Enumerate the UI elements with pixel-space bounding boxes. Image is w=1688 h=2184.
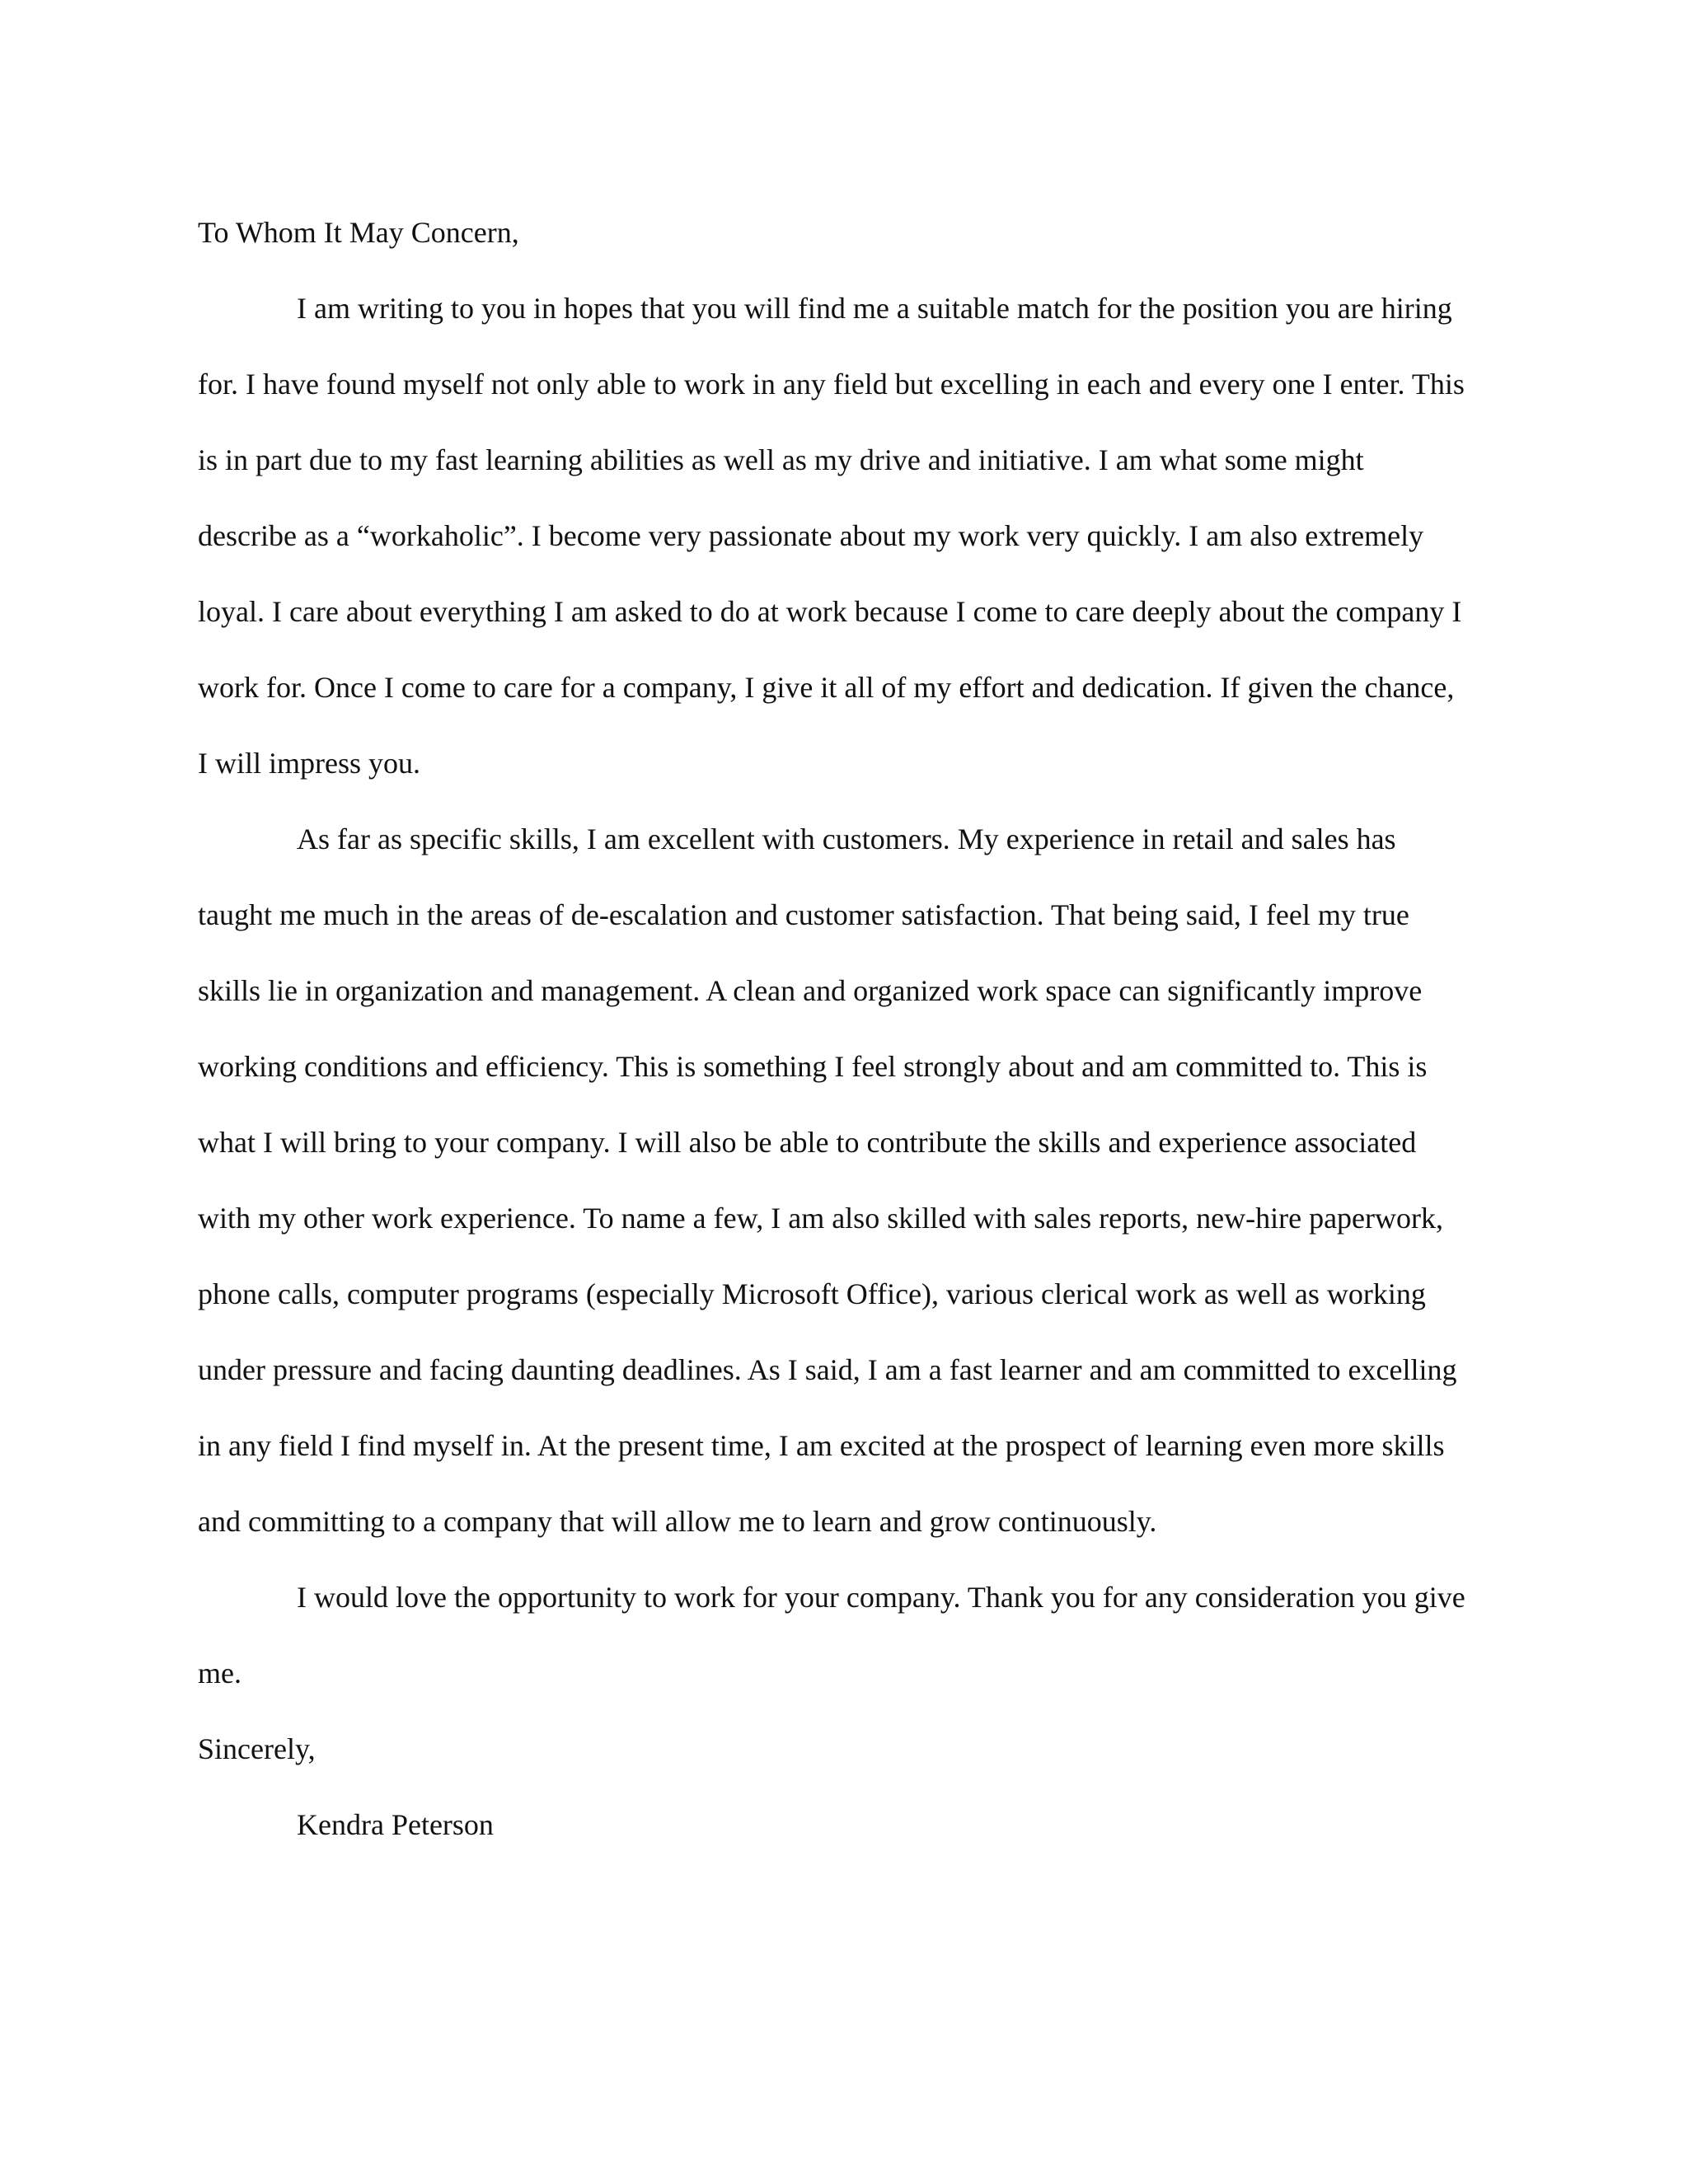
cover-letter	[198, 194, 1467, 1863]
salutation: To Whom It May Concern,	[198, 216, 519, 249]
paragraph-intro: I am writing to you in hopes that you will find me a suitable match for the position you are hiring for. I have found myself not only able to work in any field but excelling in each and every one I enter. This is in part due to my fast learning abilities as well as my drive and initiative. I am what some might describe as a “workaholic”. I become very passionate about my work very quickly. I am also extremely loyal. I care about everything I am asked to do at work because I come to care deeply about the company I work for. Once I come to care for a company, I give it all of my effort and dedication. If given the chance, I will impress you.	[198, 292, 1465, 780]
signature-name: Kendra Peterson	[297, 1808, 494, 1841]
paragraph-skills: As far as specific skills, I am excellent with customers. My experience in retail and sales has taught me much in the areas of de-escalation and customer satisfaction. That being said, I feel my true skills lie in organization and management. A clean and organized work space can significantly improve working conditions and efficiency. This is something I feel strongly about and am committed to. This is what I will bring to your company. I will also be able to contribute the skills and experience associated with my other work experience. To name a few, I am also skilled with sales reports, new-hire paperwork, phone calls, computer programs (especially Microsoft Office), various clerical work as well as working under pressure and facing daunting deadlines. As I said, I am a fast learner and am committed to excelling in any field I find myself in. At the present time, I am excited at the prospect of learning even more skills and committing to a company that will allow me to learn and grow continuously.	[198, 823, 1457, 1538]
closing: Sincerely,	[198, 1732, 316, 1765]
paragraph-conclusion: I would love the opportunity to work for your company. Thank you for any consideration you give me.	[198, 1581, 1465, 1690]
